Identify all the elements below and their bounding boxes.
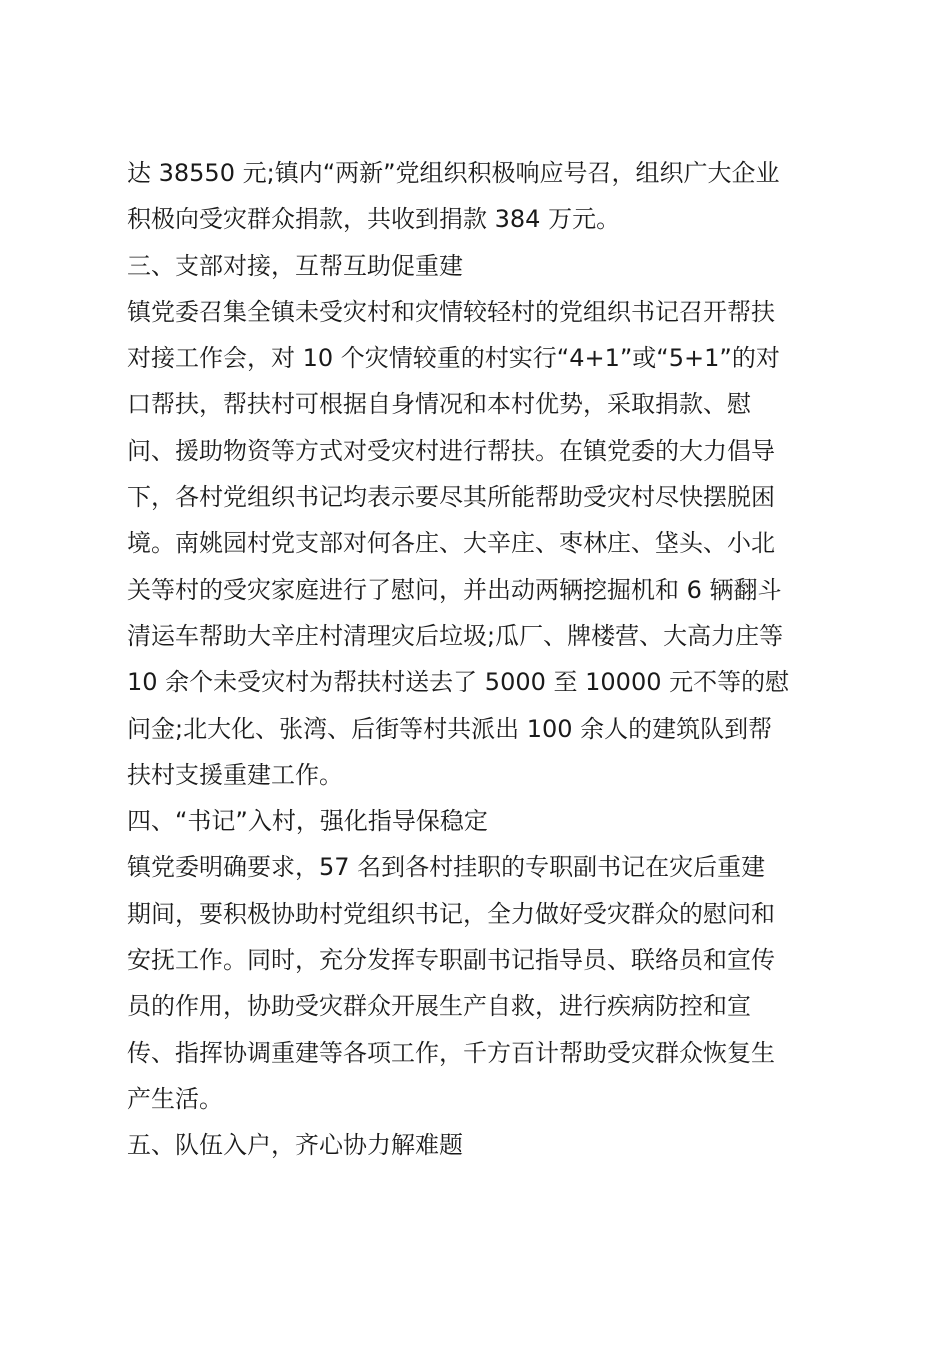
- text-line: 下，各村党组织书记均表示要尽其所能帮助受灾村尽快摆脱困: [127, 483, 775, 512]
- text-line: 传、指挥协调重建等各项工作，千方百计帮助受灾群众恢复生: [127, 1038, 775, 1067]
- text-line: 问、援助物资等方式对受灾村进行帮扶。在镇党委的大力倡导: [127, 436, 775, 465]
- text-line: 对接工作会，对 10 个灾情较重的村实行“4+1”或“5+1”的对: [127, 344, 780, 373]
- section-heading: 三、支部对接，互帮互助促重建: [127, 251, 463, 280]
- text-line: 安抚工作。同时，充分发挥专职副书记指导员、联络员和宣传: [127, 946, 775, 975]
- text-line: 期间，要积极协助村党组织书记，全力做好受灾群众的慰问和: [127, 899, 775, 928]
- text-line: 境。南姚园村党支部对何各庄、大辛庄、枣林庄、垡头、小北: [127, 529, 775, 558]
- text-line: 员的作用，协助受灾群众开展生产自救，进行疾病防控和宣: [127, 992, 751, 1021]
- text-line: 口帮扶，帮扶村可根据自身情况和本村优势，采取捐款、慰: [127, 390, 751, 419]
- text-line: 扶村支援重建工作。: [127, 760, 343, 789]
- text-line: 达 38550 元;镇内“两新”党组织积极响应号召，组织广大企业: [127, 159, 780, 187]
- section-heading: 四、“书记”入村，强化指导保稳定: [127, 807, 488, 836]
- text-line: 镇党委召集全镇未受灾村和灾情较轻村的党组织书记召开帮扶: [127, 297, 775, 326]
- text-line: 积极向受灾群众捐款，共收到捐款 384 万元。: [127, 205, 621, 234]
- text-line: 关等村的受灾家庭进行了慰问，并出动两辆挖掘机和 6 辆翻斗: [127, 575, 782, 604]
- text-line: 问金;北大化、张湾、后街等村共派出 100 余人的建筑队到帮: [127, 714, 773, 743]
- section-heading: 五、队伍入户，齐心协力解难题: [127, 1131, 463, 1160]
- text-line: 10 余个未受灾村为帮扶村送去了 5000 至 10000 元不等的慰: [127, 668, 790, 697]
- text-line: 产生活。: [127, 1084, 223, 1113]
- document-body: [127, 150, 837, 1169]
- text-line: 镇党委明确要求，57 名到各村挂职的专职副书记在灾后重建: [127, 853, 766, 882]
- text-line: 清运车帮助大辛庄村清理灾后垃圾;瓜厂、牌楼营、大高力庄等: [127, 621, 784, 650]
